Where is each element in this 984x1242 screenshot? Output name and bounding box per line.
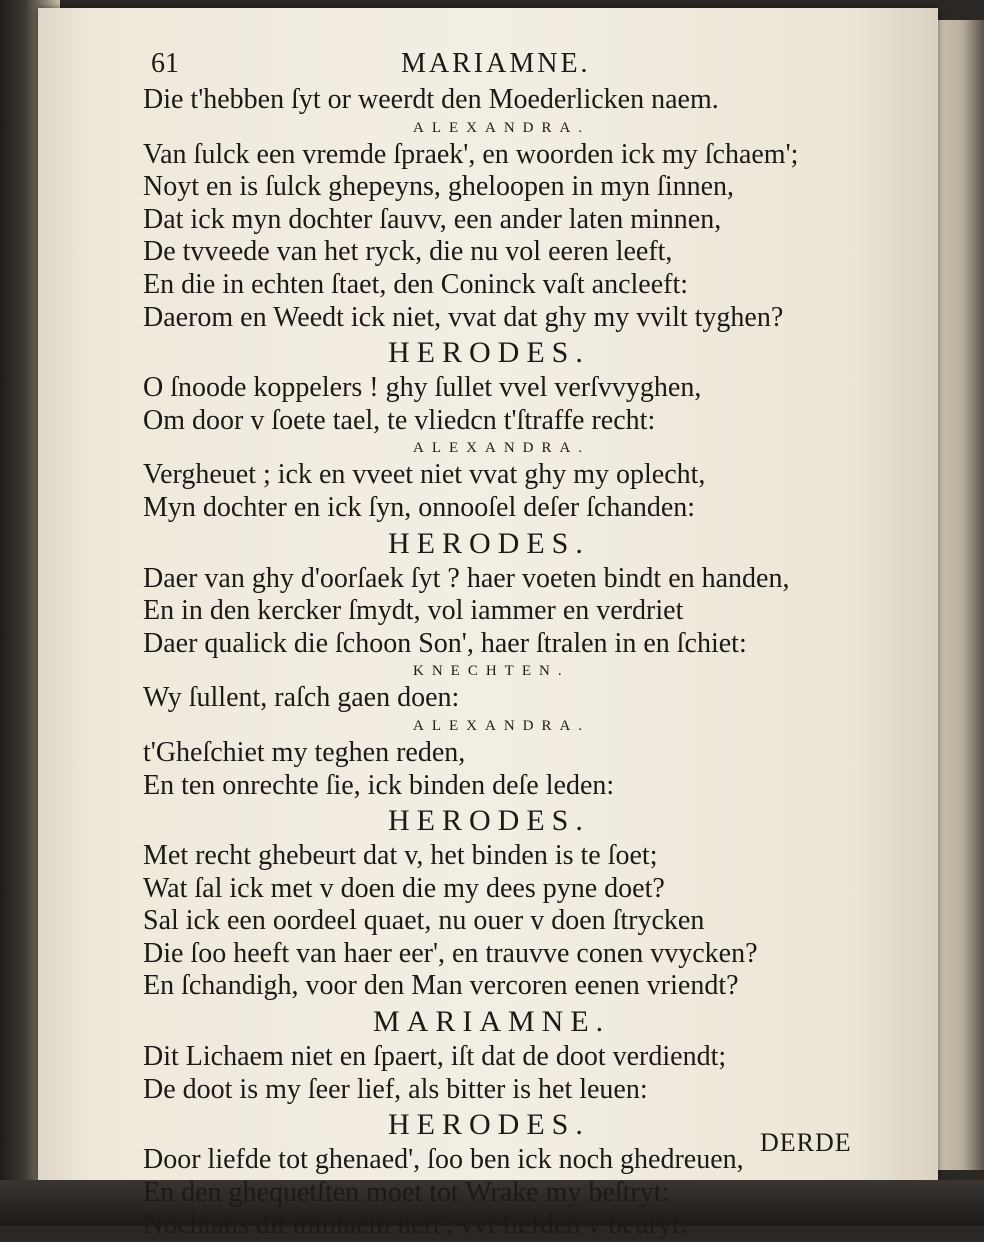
- page-text: [143, 48, 903, 1242]
- page-number: 61: [151, 48, 179, 79]
- verse-line: Wy ſullent, raſch gaen doen:: [143, 682, 460, 714]
- speaker-name-small: ALEXANDRA.: [413, 119, 591, 136]
- speaker-name-small: ALEXANDRA.: [413, 717, 591, 734]
- verse-line: Noyt en is ſulck ghepeyns, gheloopen in myn ſinnen,: [143, 171, 735, 203]
- verse-line: Om door v ſoete tael, te vliedcn t'ſtraffe recht:: [143, 404, 656, 436]
- speaker-name-large: MARIAMNE.: [373, 1005, 611, 1039]
- verse-line: Sal ick een oordeel quaet, nu ouer v doen ſtrycken: [143, 905, 705, 937]
- speaker-name-small: KNECHTEN.: [413, 663, 570, 680]
- verse-line: Vergheuet ; ick en vveet niet vvat ghy my oplecht,: [143, 459, 706, 491]
- verse-line: O ſnoode koppelers ! ghy ſullet vvel verſvvyghen,: [143, 372, 702, 404]
- verse-line: Die ſoo heeft van haer eer', en trauvve conen vvycken?: [143, 937, 758, 969]
- verse-line: En ten onrechte ſie, ick binden deſe leden:: [143, 769, 615, 801]
- facing-page-edge: [930, 20, 984, 1170]
- verse-line: Van ſulck een vremde ſpraek', en woorden ick my ſchaem';: [143, 138, 799, 170]
- page-header: [143, 48, 903, 84]
- verse-line: De doot is my ſeer lief, als bitter is het leuen:: [143, 1073, 648, 1105]
- speaker-name-large: HERODES.: [388, 336, 590, 370]
- verse-line: Daer qualick die ſchoon Son', haer ſtralen in en ſchiet:: [143, 627, 747, 659]
- verse-lines: [143, 84, 903, 1242]
- verse-line: Die t'hebben ſyt or weerdt den Moederlicken naem.: [143, 84, 719, 115]
- verse-line: Daerom en Weedt ick niet, vvat dat ghy my vvilt tyghen?: [143, 301, 784, 333]
- verse-line: Dit Lichaem niet en ſpaert, iſt dat de doot verdiendt;: [143, 1041, 727, 1073]
- running-title: MARIAMNE.: [401, 48, 591, 79]
- catchword: DERDE: [760, 1128, 852, 1157]
- verse-line: t'Gheſchiet my teghen reden,: [143, 736, 466, 768]
- verse-line: Daer van ghy d'oorſaek ſyt ? haer voeten bindt en handen,: [143, 562, 790, 594]
- speaker-name-large: HERODES.: [388, 1108, 590, 1142]
- speaker-name-large: HERODES.: [388, 526, 590, 560]
- verse-line: Nochtans dit minſaem hert', vvt liefden v beuryt.: [143, 1209, 687, 1241]
- verse-line: En die in echten ſtaet, den Coninck vaſt ancleeft:: [143, 268, 689, 300]
- verse-line: Wat ſal ick met v doen die my dees pyne doet?: [143, 872, 665, 904]
- verse-line: Met recht ghebeurt dat v, het binden is te ſoet;: [143, 840, 658, 872]
- speaker-name-large: HERODES.: [388, 804, 590, 838]
- verse-line: Myn dochter en ick ſyn, onnooſel deſer ſchanden:: [143, 491, 696, 523]
- verse-line: En ſchandigh, voor den Man vercoren eenen vriendt?: [143, 970, 739, 1002]
- verse-line: Door liefde tot ghenaed', ſoo ben ick noch ghedreuen,: [143, 1144, 744, 1176]
- verse-line: De tvveede van het ryck, die nu vol eeren leeft,: [143, 236, 673, 268]
- verse-line: En den ghequetſten moet tot Wrake my beſtryt:: [143, 1176, 670, 1208]
- verse-line: En in den kercker ſmydt, vol iammer en verdriet: [143, 595, 684, 627]
- speaker-name-small: ALEXANDRA.: [413, 440, 591, 457]
- verse-line: Dat ick myn dochter ſauvv, een ander laten minnen,: [143, 203, 722, 235]
